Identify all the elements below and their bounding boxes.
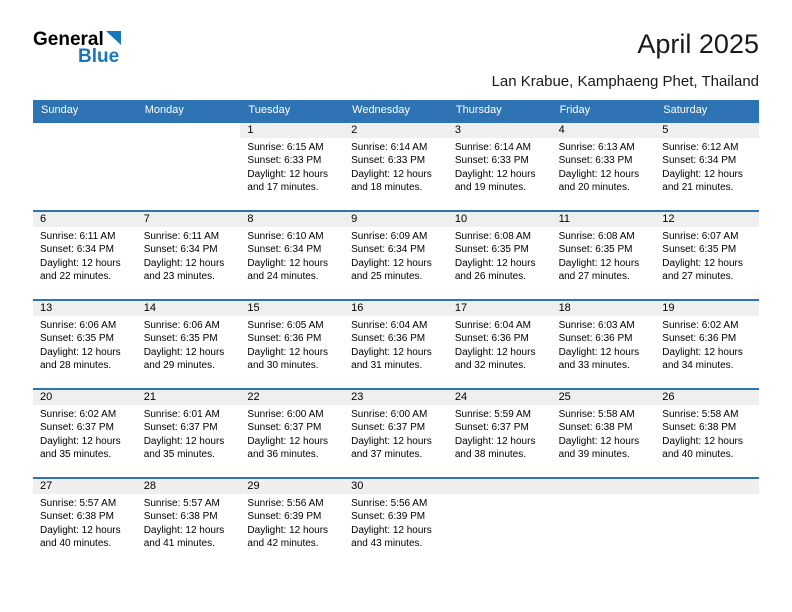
day-number: 10 (448, 212, 552, 227)
day-number: 20 (33, 390, 137, 405)
weekday-label: Saturday (663, 103, 708, 116)
detail-line: Daylight: 12 hours (143, 346, 225, 358)
detail-line: Sunset: 6:35 PM (558, 244, 633, 256)
day-details (33, 138, 137, 141)
day-details (344, 405, 448, 462)
detail-line: Sunset: 6:39 PM (247, 511, 322, 523)
detail-line: Sunset: 6:37 PM (454, 422, 529, 434)
day-details (137, 227, 241, 284)
day-cell (137, 301, 241, 388)
detail-line: Sunrise: 6:04 AM (351, 319, 428, 331)
detail-line: Daylight: 12 hours (40, 346, 121, 358)
day-number: 8 (240, 212, 344, 227)
detail-line: and 43 minutes. (351, 538, 423, 550)
detail-line: Daylight: 12 hours (351, 524, 432, 536)
empty-day-cell (137, 123, 241, 210)
detail-line: Sunrise: 6:15 AM (247, 141, 324, 153)
detail-line: Daylight: 12 hours (143, 524, 225, 536)
detail-line: Daylight: 12 hours (247, 257, 329, 269)
detail-line: Sunset: 6:36 PM (662, 333, 737, 345)
day-details (344, 138, 448, 195)
day-cell (448, 390, 552, 477)
detail-line: Sunset: 6:38 PM (143, 511, 218, 523)
day-details (137, 405, 241, 462)
detail-line: and 22 minutes. (40, 271, 112, 283)
detail-line: Sunrise: 6:02 AM (40, 408, 117, 420)
day-number: 21 (137, 390, 241, 405)
detail-line: Sunrise: 6:08 AM (558, 230, 635, 242)
day-number: 12 (655, 212, 759, 227)
detail-line: Sunrise: 6:06 AM (40, 319, 117, 331)
detail-line: Sunset: 6:38 PM (558, 422, 633, 434)
detail-line: Daylight: 12 hours (454, 257, 536, 269)
detail-line: Sunset: 6:33 PM (454, 155, 529, 167)
detail-line: Sunset: 6:39 PM (351, 511, 426, 523)
week-row (33, 299, 759, 388)
detail-line: Sunrise: 6:14 AM (454, 141, 531, 153)
detail-line: Daylight: 12 hours (247, 435, 329, 447)
detail-line: Sunset: 6:37 PM (351, 422, 426, 434)
detail-line: Sunrise: 5:59 AM (454, 408, 531, 420)
weekday-label: Thursday (455, 103, 502, 116)
detail-line: and 29 minutes. (143, 360, 215, 372)
day-number: 5 (655, 123, 759, 138)
general-blue-logo (33, 30, 121, 66)
detail-line: and 17 minutes. (247, 182, 319, 194)
detail-line: and 27 minutes. (558, 271, 630, 283)
day-number (448, 479, 552, 494)
day-number: 11 (552, 212, 656, 227)
day-details (552, 316, 656, 373)
detail-line: and 31 minutes. (351, 360, 423, 372)
day-cell (240, 212, 344, 299)
day-cell (240, 301, 344, 388)
day-details (240, 316, 344, 373)
day-cell (655, 123, 759, 210)
day-details (655, 138, 759, 195)
detail-line: Daylight: 12 hours (558, 168, 640, 180)
detail-line: and 26 minutes. (454, 271, 527, 283)
day-cell (552, 390, 656, 477)
detail-line: Daylight: 12 hours (247, 524, 329, 536)
day-number: 29 (240, 479, 344, 494)
detail-line: Sunrise: 5:56 AM (351, 497, 428, 509)
detail-line: and 21 minutes. (662, 182, 734, 194)
day-cell (448, 301, 552, 388)
detail-line: and 36 minutes. (247, 449, 319, 461)
day-number: 3 (448, 123, 552, 138)
day-cell (655, 212, 759, 299)
day-number: 1 (240, 123, 344, 138)
day-details (448, 227, 552, 284)
detail-line: and 33 minutes. (558, 360, 630, 372)
detail-line: Daylight: 12 hours (662, 257, 743, 269)
weekday-header-row (33, 100, 759, 121)
calendar-body (33, 121, 759, 566)
day-cell (33, 390, 137, 477)
day-details (33, 316, 137, 373)
detail-line: Sunrise: 6:13 AM (558, 141, 635, 153)
detail-line: Sunset: 6:34 PM (143, 244, 218, 256)
day-cell (344, 479, 448, 566)
day-number (33, 123, 137, 138)
empty-day-cell (448, 479, 552, 566)
detail-line: Sunset: 6:34 PM (351, 244, 426, 256)
detail-line: Sunset: 6:38 PM (40, 511, 114, 523)
detail-line: Sunset: 6:35 PM (143, 333, 218, 345)
detail-line: Sunset: 6:34 PM (40, 244, 114, 256)
detail-line: Daylight: 12 hours (143, 257, 225, 269)
detail-line: Daylight: 12 hours (454, 168, 536, 180)
title-block (492, 30, 759, 90)
detail-line: Sunset: 6:36 PM (558, 333, 633, 345)
day-details (552, 494, 656, 497)
weekday-label: Sunday (41, 103, 79, 116)
detail-line: Sunset: 6:37 PM (40, 422, 114, 434)
detail-line: Daylight: 12 hours (454, 346, 536, 358)
detail-line: Daylight: 12 hours (558, 346, 640, 358)
detail-line: Sunrise: 6:14 AM (351, 141, 428, 153)
week-row (33, 388, 759, 477)
detail-line: Daylight: 12 hours (40, 435, 121, 447)
day-details (137, 138, 241, 141)
detail-line: Sunrise: 6:02 AM (662, 319, 739, 331)
day-number: 7 (137, 212, 241, 227)
day-number (137, 123, 241, 138)
day-details (655, 405, 759, 462)
detail-line: Daylight: 12 hours (454, 435, 536, 447)
detail-line: Daylight: 12 hours (351, 435, 432, 447)
detail-line: Sunrise: 6:11 AM (143, 230, 220, 242)
detail-line: Daylight: 12 hours (40, 257, 121, 269)
day-details (655, 316, 759, 373)
detail-line: Sunrise: 6:11 AM (40, 230, 116, 242)
detail-line: Sunrise: 6:00 AM (351, 408, 428, 420)
day-number (552, 479, 656, 494)
weekday-label: Wednesday (352, 103, 411, 116)
detail-line: Sunrise: 6:01 AM (143, 408, 220, 420)
day-number: 26 (655, 390, 759, 405)
day-cell (344, 301, 448, 388)
day-details (344, 316, 448, 373)
logo-word-general: General (33, 29, 104, 50)
detail-line: and 39 minutes. (558, 449, 630, 461)
detail-line: and 40 minutes. (662, 449, 734, 461)
day-cell (344, 390, 448, 477)
empty-day-cell (552, 479, 656, 566)
day-number: 14 (137, 301, 241, 316)
detail-line: Sunset: 6:36 PM (351, 333, 426, 345)
day-number: 16 (344, 301, 448, 316)
detail-line: Sunrise: 5:56 AM (247, 497, 324, 509)
day-details (448, 405, 552, 462)
detail-line: Daylight: 12 hours (247, 168, 329, 180)
day-details (240, 494, 344, 551)
detail-line: Sunrise: 5:58 AM (558, 408, 635, 420)
day-details (552, 405, 656, 462)
day-details (344, 227, 448, 284)
day-number: 2 (344, 123, 448, 138)
day-number: 9 (344, 212, 448, 227)
detail-line: and 30 minutes. (247, 360, 319, 372)
detail-line: and 34 minutes. (662, 360, 734, 372)
day-cell (137, 390, 241, 477)
empty-day-cell (655, 479, 759, 566)
detail-line: Sunrise: 6:09 AM (351, 230, 428, 242)
day-cell (655, 301, 759, 388)
detail-line: and 35 minutes. (40, 449, 112, 461)
detail-line: and 24 minutes. (247, 271, 319, 283)
detail-line: and 27 minutes. (662, 271, 734, 283)
day-cell (448, 123, 552, 210)
detail-line: Daylight: 12 hours (351, 346, 432, 358)
weekday-label: Tuesday (248, 103, 291, 116)
page-header (0, 0, 792, 90)
day-number: 25 (552, 390, 656, 405)
detail-line: Sunrise: 6:10 AM (247, 230, 324, 242)
detail-line: Sunset: 6:36 PM (247, 333, 322, 345)
day-details (655, 227, 759, 284)
day-number: 19 (655, 301, 759, 316)
day-details (552, 227, 656, 284)
calendar (33, 100, 759, 566)
day-details (448, 494, 552, 497)
detail-line: Sunrise: 6:00 AM (247, 408, 324, 420)
detail-line: and 19 minutes. (454, 182, 527, 194)
detail-line: Sunset: 6:34 PM (662, 155, 737, 167)
detail-line: Daylight: 12 hours (351, 168, 432, 180)
day-cell (33, 479, 137, 566)
day-cell (240, 390, 344, 477)
detail-line: Sunset: 6:38 PM (662, 422, 737, 434)
day-number: 27 (33, 479, 137, 494)
detail-line: and 23 minutes. (143, 271, 215, 283)
day-details (655, 494, 759, 497)
day-cell (448, 212, 552, 299)
week-row (33, 121, 759, 210)
detail-line: and 32 minutes. (454, 360, 527, 372)
detail-line: Sunrise: 6:08 AM (454, 230, 531, 242)
day-cell (137, 479, 241, 566)
day-number: 28 (137, 479, 241, 494)
detail-line: Sunset: 6:37 PM (143, 422, 218, 434)
detail-line: Sunrise: 6:05 AM (247, 319, 324, 331)
day-number: 15 (240, 301, 344, 316)
detail-line: Sunrise: 6:06 AM (143, 319, 220, 331)
detail-line: Daylight: 12 hours (143, 435, 225, 447)
detail-line: Sunrise: 5:57 AM (40, 497, 117, 509)
day-number: 4 (552, 123, 656, 138)
day-details (240, 227, 344, 284)
day-number: 17 (448, 301, 552, 316)
detail-line: and 25 minutes. (351, 271, 423, 283)
detail-line: Daylight: 12 hours (247, 346, 329, 358)
detail-line: Daylight: 12 hours (662, 435, 743, 447)
day-cell (552, 123, 656, 210)
day-details (33, 405, 137, 462)
day-details (552, 138, 656, 195)
day-number: 23 (344, 390, 448, 405)
day-details (448, 138, 552, 195)
day-number: 13 (33, 301, 137, 316)
logo-word-blue: Blue (78, 46, 120, 67)
detail-line: and 42 minutes. (247, 538, 319, 550)
day-number: 18 (552, 301, 656, 316)
day-details (240, 405, 344, 462)
detail-line: Sunrise: 6:07 AM (662, 230, 739, 242)
day-cell (33, 212, 137, 299)
detail-line: Sunset: 6:33 PM (351, 155, 426, 167)
day-details (33, 227, 137, 284)
day-cell (240, 123, 344, 210)
day-details (33, 494, 137, 551)
detail-line: Daylight: 12 hours (40, 524, 121, 536)
weekday-label: Monday (144, 103, 184, 116)
day-number: 6 (33, 212, 137, 227)
day-details (137, 316, 241, 373)
day-details (137, 494, 241, 551)
detail-line: Sunrise: 6:12 AM (662, 141, 739, 153)
detail-line: Sunset: 6:37 PM (247, 422, 322, 434)
page-title: April 2025 (637, 29, 759, 59)
detail-line: Sunset: 6:35 PM (40, 333, 114, 345)
detail-line: and 41 minutes. (143, 538, 215, 550)
day-cell (552, 301, 656, 388)
page-location: Lan Krabue, Kamphaeng Phet, Thailand (491, 72, 759, 90)
detail-line: Sunset: 6:36 PM (454, 333, 529, 345)
detail-line: and 38 minutes. (454, 449, 527, 461)
detail-line: and 37 minutes. (351, 449, 423, 461)
detail-line: Sunrise: 5:57 AM (143, 497, 220, 509)
detail-line: Sunrise: 6:04 AM (454, 319, 531, 331)
detail-line: Sunrise: 5:58 AM (662, 408, 739, 420)
detail-line: Sunset: 6:34 PM (247, 244, 322, 256)
day-details (240, 138, 344, 195)
detail-line: and 28 minutes. (40, 360, 112, 372)
detail-line: and 35 minutes. (143, 449, 215, 461)
day-details (344, 494, 448, 551)
detail-line: Daylight: 12 hours (662, 346, 743, 358)
day-number: 22 (240, 390, 344, 405)
detail-line: Daylight: 12 hours (558, 257, 640, 269)
detail-line: Sunset: 6:35 PM (662, 244, 737, 256)
weekday-label: Friday (559, 103, 591, 116)
detail-line: Sunrise: 6:03 AM (558, 319, 635, 331)
day-cell (655, 390, 759, 477)
day-cell (240, 479, 344, 566)
detail-line: Daylight: 12 hours (558, 435, 640, 447)
detail-line: Daylight: 12 hours (351, 257, 432, 269)
empty-day-cell (33, 123, 137, 210)
detail-line: and 20 minutes. (558, 182, 630, 194)
day-number: 24 (448, 390, 552, 405)
detail-line: and 40 minutes. (40, 538, 112, 550)
detail-line: Sunset: 6:33 PM (558, 155, 633, 167)
detail-line: Daylight: 12 hours (662, 168, 743, 180)
week-row (33, 210, 759, 299)
day-cell (33, 301, 137, 388)
day-cell (552, 212, 656, 299)
day-cell (344, 123, 448, 210)
week-row (33, 477, 759, 566)
detail-line: Sunset: 6:35 PM (454, 244, 529, 256)
day-cell (344, 212, 448, 299)
day-details (448, 316, 552, 373)
detail-line: Sunset: 6:33 PM (247, 155, 322, 167)
day-number: 30 (344, 479, 448, 494)
day-number (655, 479, 759, 494)
day-cell (137, 212, 241, 299)
detail-line: and 18 minutes. (351, 182, 423, 194)
